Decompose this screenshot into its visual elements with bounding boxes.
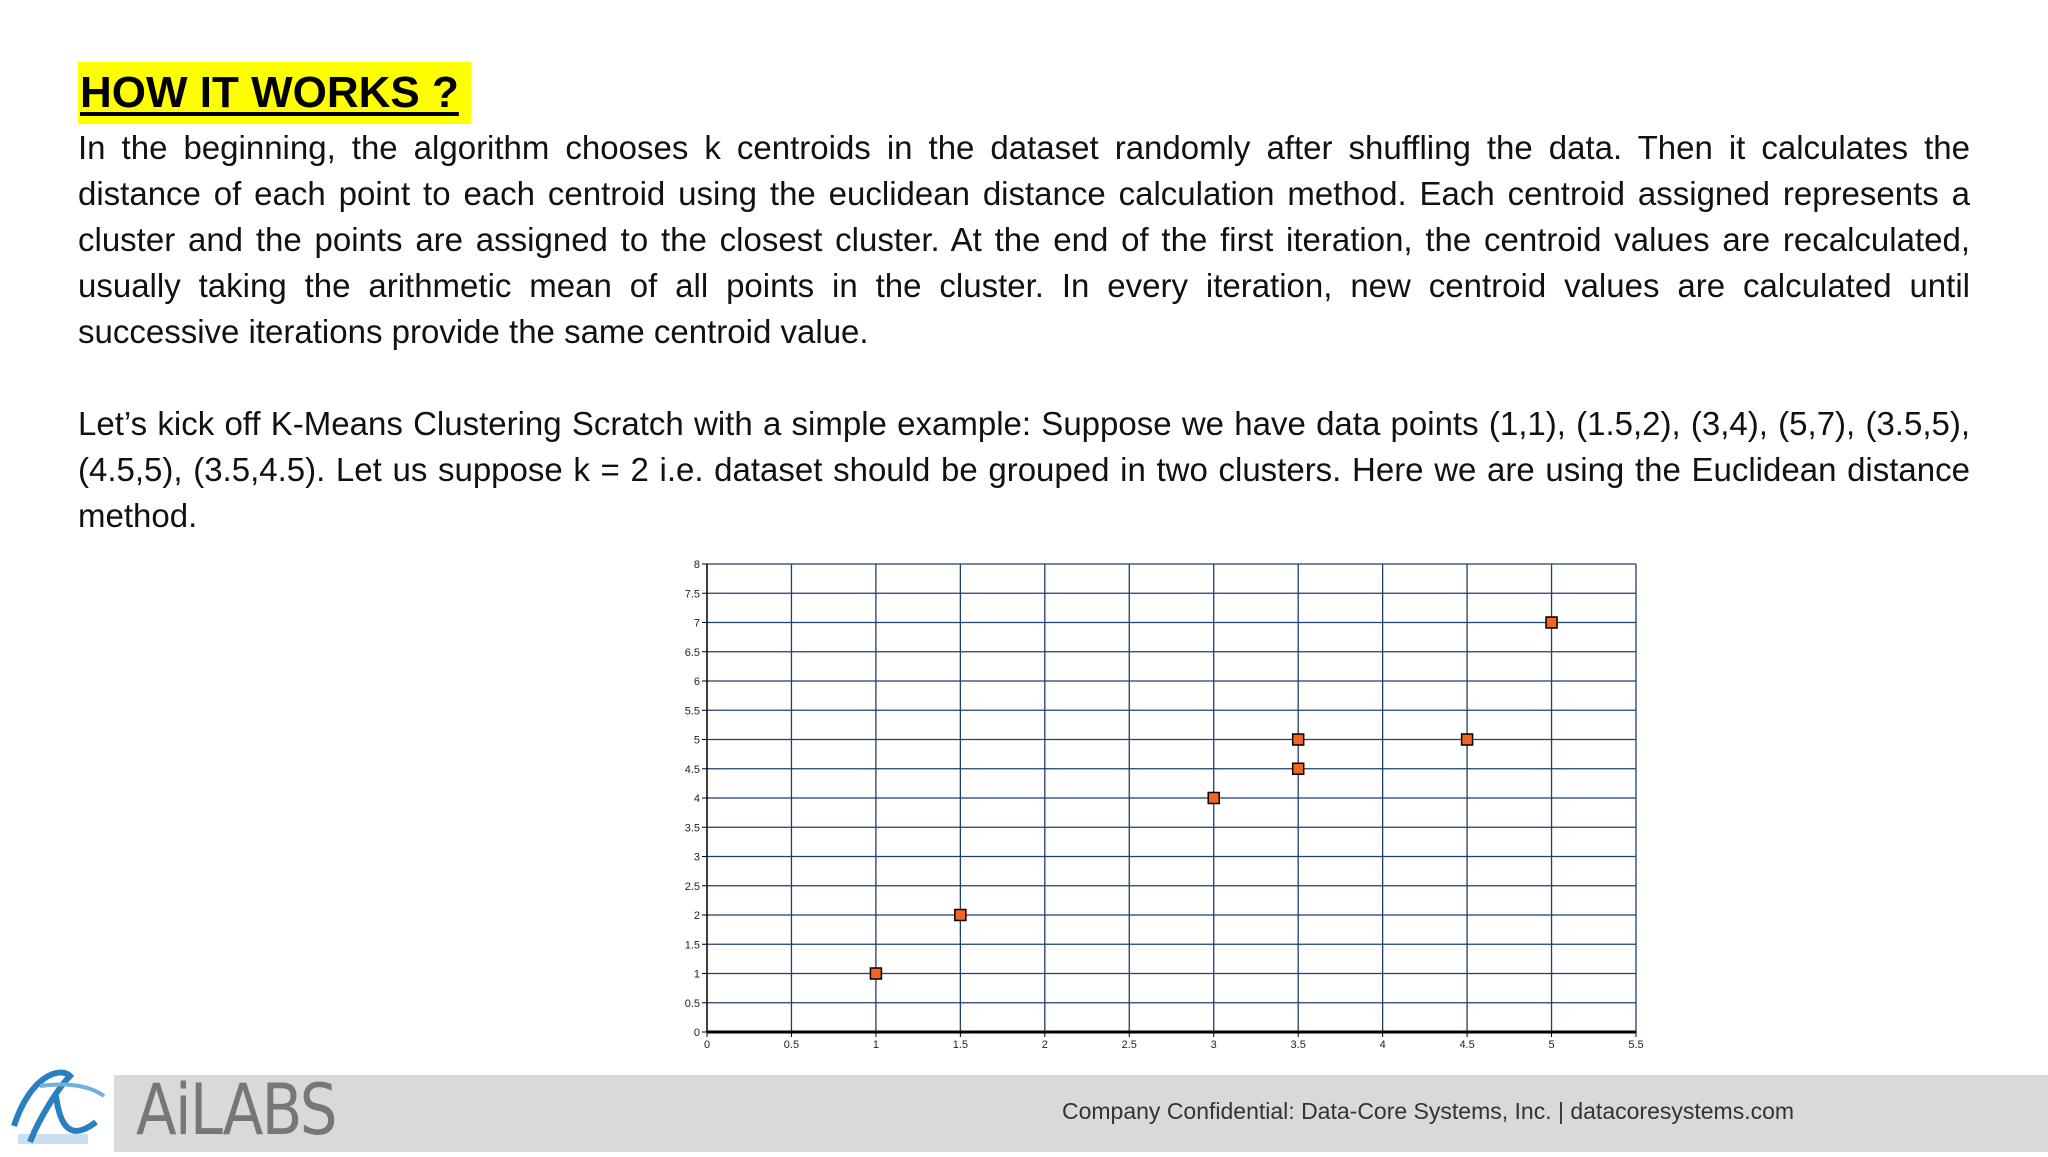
x-tick-label: 3.5 [1290, 1039, 1306, 1051]
y-tick-label: 6 [693, 676, 700, 688]
y-tick-label: 1 [693, 968, 700, 981]
footer-confidential-text: Company Confidential: Data-Core Systems, Inc. | datacoresystems.com [1062, 1098, 1795, 1124]
data-point [870, 968, 881, 979]
x-tick-label: 5 [1548, 1039, 1555, 1051]
ailabs-logo-text: AiLABS [136, 1069, 336, 1151]
data-point [1293, 734, 1304, 745]
data-point [1208, 793, 1219, 804]
y-tick-label: 0.5 [684, 997, 700, 1010]
x-tick-label: 4.5 [1459, 1039, 1475, 1051]
x-tick-label: 0.5 [783, 1039, 800, 1051]
datacore-logo-icon [0, 1056, 114, 1152]
y-tick-label: 7 [693, 617, 700, 630]
data-point [1462, 734, 1473, 745]
x-tick-label: 2 [1041, 1039, 1048, 1051]
y-tick-label: 5 [693, 734, 700, 747]
y-tick-label: 2.5 [684, 880, 700, 893]
y-tick-label: 0 [693, 1027, 700, 1039]
y-tick-label: 1.5 [684, 939, 700, 952]
y-tick-label: 4 [693, 793, 700, 805]
scatter-chart-svg [680, 556, 1644, 1056]
data-point [955, 910, 966, 921]
y-tick-label: 4.5 [684, 763, 700, 776]
y-tick-label: 5.5 [684, 705, 700, 718]
y-tick-label: 2 [693, 910, 700, 922]
scatter-chart [680, 556, 1644, 1056]
x-tick-label: 2.5 [1121, 1039, 1137, 1051]
x-tick-label: 1 [872, 1039, 879, 1051]
intro-paragraph: In the beginning, the algorithm chooses k centroids in the dataset randomly after shuffling the data. Then it calculates the distance of each point to each centroid using the euclidean distance calculation method. Each centroid assigned represents a cluster and the points are assigned to the closest cluster. At the end of the first iteration, the centroid values are recalculated, usually taking the arithmetic mean of all points in the cluster. In every iteration, new centroid values are calculated until successive iterations provide the same centroid value. [78, 129, 1970, 350]
slide-heading: HOW IT WORKS ? [78, 62, 471, 124]
y-tick-label: 6.5 [684, 646, 700, 659]
x-tick-label: 1.5 [952, 1039, 969, 1051]
example-paragraph: Let’s kick off K-Means Clustering Scratch with a simple example: Suppose we have data points (1,1), (1.5,2), (3,4), (5,7), (3.5,5), (4.5,5), (3.5,4.5). Let us suppose k = 2 i.e. dataset should be grouped in two clusters. Here we are using the Euclidean distance method. [78, 405, 1970, 534]
x-tick-label: 0 [703, 1039, 711, 1051]
datacore-logo [0, 1056, 114, 1152]
data-point [1546, 617, 1557, 628]
x-tick-label: 3 [1210, 1039, 1217, 1051]
y-tick-label: 8 [693, 559, 700, 571]
data-point [1293, 763, 1304, 774]
y-tick-label: 3 [693, 851, 700, 864]
y-tick-label: 7.5 [684, 588, 700, 601]
x-tick-label: 5.5 [1628, 1039, 1644, 1051]
y-tick-label: 3.5 [684, 822, 700, 835]
x-tick-label: 4 [1379, 1039, 1386, 1051]
